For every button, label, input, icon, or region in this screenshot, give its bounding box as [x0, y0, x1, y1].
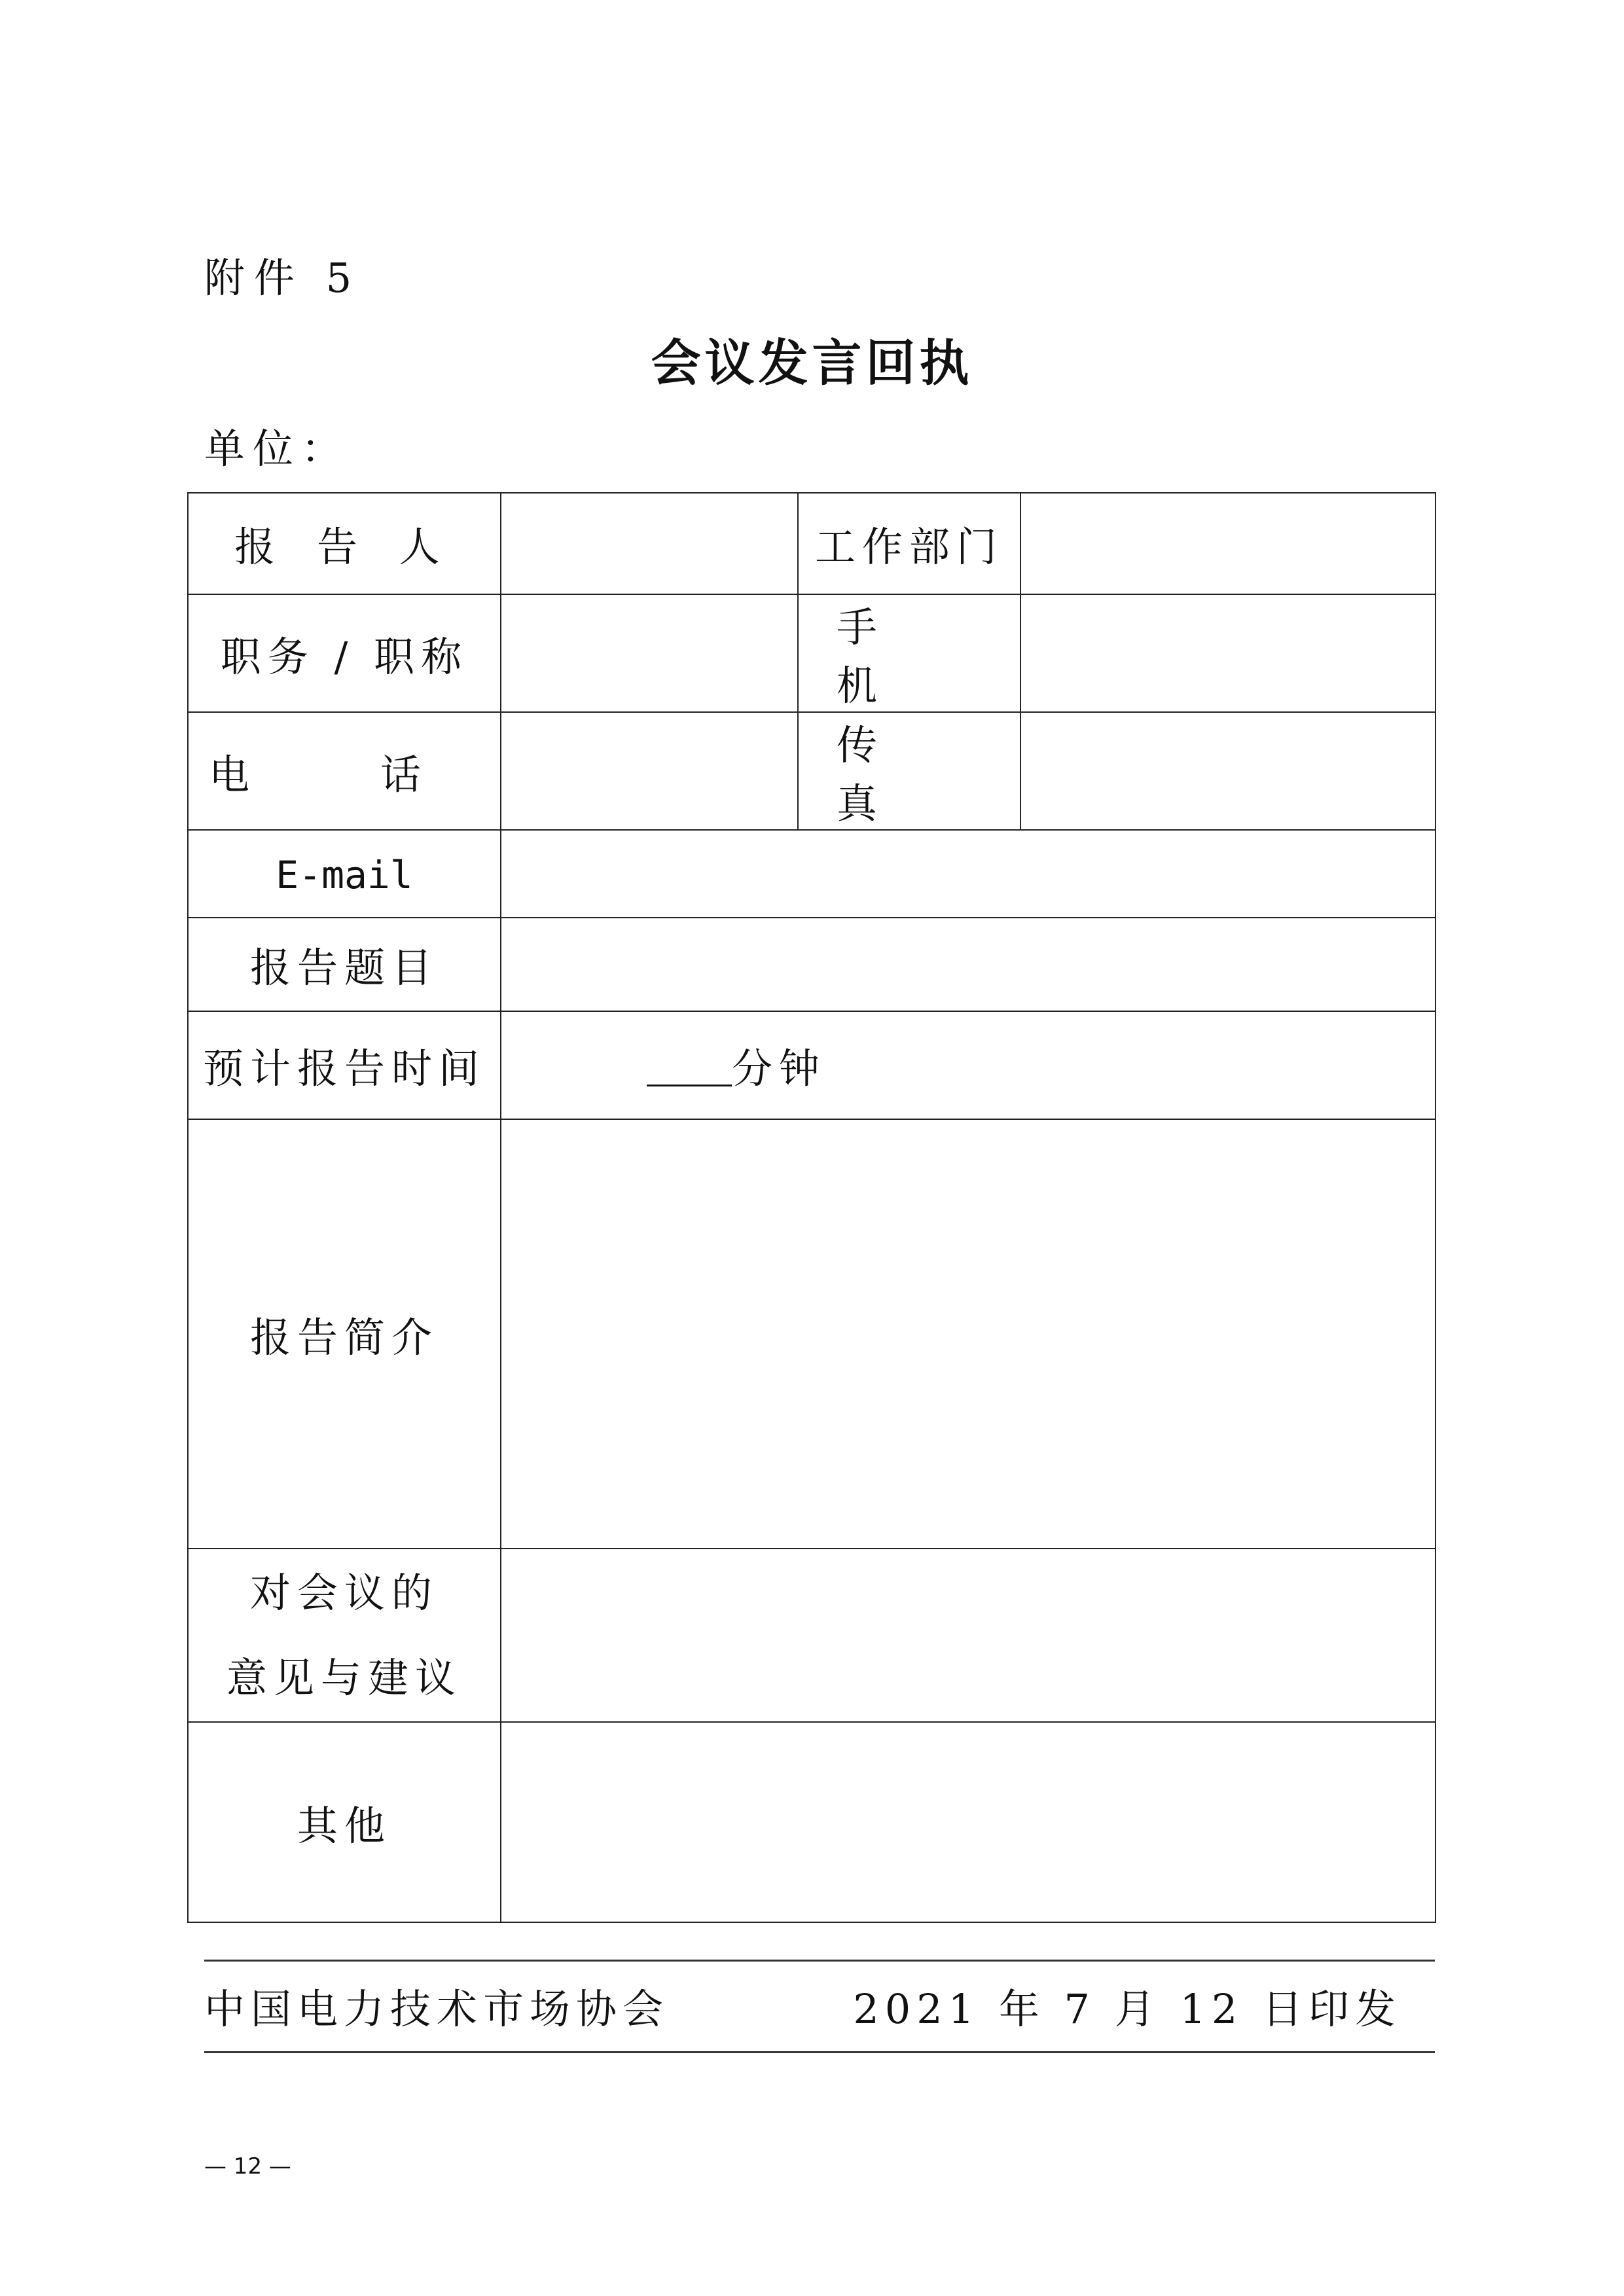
- form-row-time: [188, 1011, 1435, 1119]
- unit-label: 单位：: [204, 425, 350, 473]
- report-topic-field[interactable]: [501, 918, 1435, 1011]
- fax-label: 传 真: [798, 712, 1020, 830]
- minutes-blank-input[interactable]: [647, 1045, 732, 1086]
- other-field[interactable]: [501, 1722, 1435, 1922]
- report-summary-field[interactable]: [501, 1119, 1435, 1549]
- form-row-summary: [188, 1119, 1435, 1549]
- form-row-topic: [188, 918, 1435, 1011]
- position-title-label: 职务 / 职称: [188, 594, 501, 712]
- department-field[interactable]: [1020, 493, 1435, 594]
- footer-top-rule: [204, 1960, 1435, 1962]
- form-row-position: [188, 594, 1435, 712]
- reporter-label: 报 告 人: [188, 493, 501, 594]
- fax-field[interactable]: [1020, 712, 1435, 830]
- minutes-unit: 分钟: [732, 1045, 827, 1092]
- mobile-field[interactable]: [1020, 594, 1435, 712]
- form-row-other: [188, 1722, 1435, 1922]
- department-label: 工作部门: [798, 493, 1020, 594]
- report-summary-label: 报告简介: [188, 1119, 501, 1549]
- report-topic-label: 报告题目: [188, 918, 501, 1011]
- form-row-reporter: [188, 493, 1435, 594]
- form-row-phone: [188, 712, 1435, 830]
- page-number: — 12 —: [204, 2153, 291, 2179]
- form-row-suggestions: [188, 1549, 1435, 1722]
- issue-date: 2021 年 7 月 12 日印发: [853, 1985, 1401, 2033]
- email-label: E-mail: [188, 830, 501, 918]
- attachment-label: 附件 5: [204, 254, 361, 302]
- page-title: 会议发言回执: [651, 334, 973, 392]
- suggestions-label: 对会议的 意见与建议: [188, 1549, 501, 1722]
- reporter-field[interactable]: [501, 493, 798, 594]
- phone-label: 电 话: [188, 712, 501, 830]
- suggestions-field[interactable]: [501, 1549, 1435, 1722]
- email-field[interactable]: [501, 830, 1435, 918]
- phone-field[interactable]: [501, 712, 798, 830]
- form-row-email: [188, 830, 1435, 918]
- mobile-label: 手 机: [798, 594, 1020, 712]
- other-label: 其他: [188, 1722, 501, 1922]
- position-title-field[interactable]: [501, 594, 798, 712]
- footer-bottom-rule: [204, 2051, 1435, 2053]
- estimated-time-field: [501, 1011, 1435, 1119]
- reply-form-table: [187, 492, 1436, 1923]
- estimated-time-label: 预计报告时间: [188, 1011, 501, 1119]
- issuer-name: 中国电力技术市场协会: [204, 1985, 670, 2033]
